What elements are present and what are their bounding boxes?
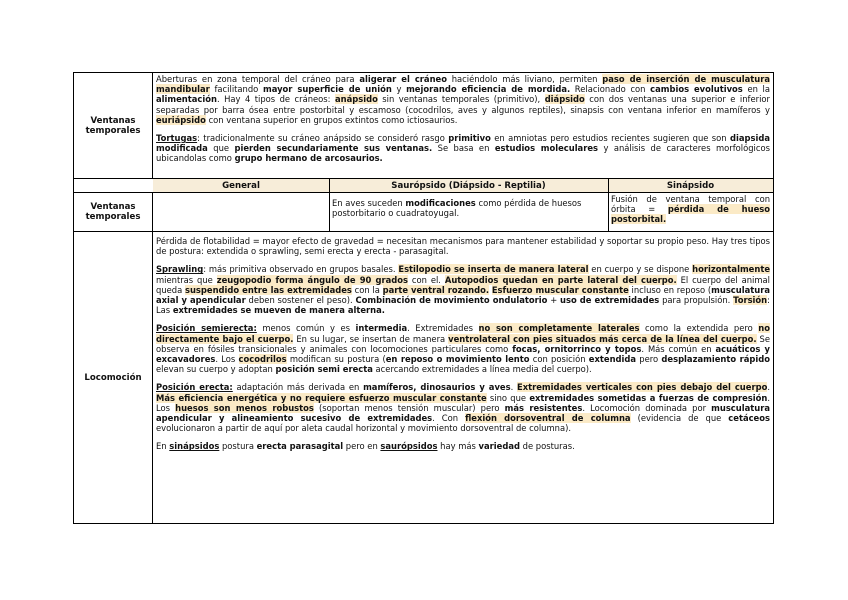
text-run: Tortugas xyxy=(156,133,198,144)
text-run: que xyxy=(207,143,235,154)
text-run: evolucionaron a partir de aquí por aleta caudal horizontal y movimiento dorsoventral de columna). xyxy=(156,423,572,434)
text-run: cetáceos xyxy=(728,413,770,424)
text-run: hay más xyxy=(437,441,479,452)
text-run: parte ventral rozando. xyxy=(382,284,490,295)
text-run: extendida xyxy=(588,354,637,365)
text-run: mamíferos, dinosaurios y aves xyxy=(363,382,511,393)
text-run: En xyxy=(156,441,170,452)
text-run: con posición xyxy=(529,354,589,365)
header-sauropsido-text: Saurópsido (Diápsido - Reptilia) xyxy=(391,181,546,191)
text-run: grupo hermano de arcosaurios. xyxy=(234,153,383,164)
text-run: facilitando xyxy=(209,84,263,95)
text-run: de posturas. xyxy=(519,441,575,452)
cell-general xyxy=(153,193,329,231)
text-run: deben sostener el peso). xyxy=(245,295,356,306)
ventanas-temporales-content xyxy=(153,73,773,179)
text-run: y análisis de caracteres morfológicos ubicandolas como xyxy=(156,143,770,164)
text-run: : más primitiva observado en grupos basales. xyxy=(203,264,399,275)
text-run: mayor superficie de unión xyxy=(262,84,392,95)
row-label-text: Ventanas temporales xyxy=(85,202,141,222)
text-run: Torsión xyxy=(733,295,768,306)
text-run: suspendido entre las extremidades xyxy=(184,284,352,295)
text-run: mientras que xyxy=(156,274,217,285)
cell-sinapsido xyxy=(608,193,773,231)
text-run: diápsido xyxy=(544,94,585,105)
text-run: modifican su postura ( xyxy=(286,354,386,365)
text-run: sin ventanas temporales (primitivo), xyxy=(377,94,545,105)
paragraph-tortugas xyxy=(156,133,770,164)
paragraph-flotabilidad xyxy=(156,236,770,256)
text-run: . xyxy=(767,382,770,393)
text-run: uso de extremidades xyxy=(560,295,660,306)
text-run: ventrolateral con pies situados más cerca de la línea del cuerpo. xyxy=(448,333,757,344)
text-run: Más eficiencia energética y no requiere esfuerzo muscular constante xyxy=(156,392,487,403)
text-run: musculatura axial y apendicular xyxy=(156,284,770,306)
text-run: cambios evolutivos xyxy=(650,84,743,95)
cell-sauropsido-text xyxy=(332,198,581,218)
text-run: desplazamiento rápido xyxy=(661,354,771,365)
row-label-text: Ventanas temporales xyxy=(85,116,141,136)
text-run: Pérdida de flotabilidad = mayor efecto de gravedad = necesitan mecanismos para mantener estabilidad y soportar su propio peso. Hay tres tipos de postura: extendida o sprawling, semi erecta y erecta - parasagital. xyxy=(156,236,770,257)
notes-table xyxy=(73,72,774,524)
header-sauropsido xyxy=(329,179,608,193)
text-run: : Las xyxy=(156,295,770,316)
text-run: modificaciones xyxy=(405,198,476,208)
text-run: extremidades se mueven de manera alterna. xyxy=(172,305,385,316)
text-run: adaptación más derivada en xyxy=(232,382,364,393)
paragraph-conclusion xyxy=(156,441,770,451)
text-run: y xyxy=(391,84,407,95)
text-run: Fusión de ventana temporal con órbita = xyxy=(611,194,770,215)
text-run: posición semi erecta xyxy=(275,364,373,375)
text-run: en la xyxy=(742,84,771,95)
text-run: . Extremidades xyxy=(407,323,479,334)
text-run: más resistentes xyxy=(504,402,583,413)
text-run: con ventana superior en grupos extintos como ictiosaurios. xyxy=(205,114,458,125)
text-run: con dos ventanas una superior e inferior separadas por barra ósea entre postorbital y escamoso (cocodrilos, aves y algunos reptiles), sinapsis con ventana inferior en mamíferos y xyxy=(156,94,770,115)
text-run: . Los xyxy=(156,392,771,413)
text-run: Esfuerzo muscular constante xyxy=(491,284,629,295)
text-run: primitivo xyxy=(448,133,491,144)
text-run: Se observa en fósiles transicionales y animales con locomociones particulares como xyxy=(156,333,770,354)
text-run: . Más común en xyxy=(641,343,716,354)
text-run: Relacionado con xyxy=(570,84,651,95)
text-run: elevan su cuerpo y adoptan xyxy=(156,364,276,375)
text-run: cocodrilos xyxy=(238,354,287,365)
text-run: sino que xyxy=(486,392,530,403)
header-general xyxy=(153,179,329,193)
paragraph-semierecta xyxy=(156,323,770,374)
row-label-ventanas-temporales-2 xyxy=(74,193,153,231)
row-label-locomocion xyxy=(74,232,153,523)
text-run: Combinación de movimiento ondulatorio xyxy=(355,295,548,306)
text-run: variedad xyxy=(478,441,520,452)
row-label-ventanas-temporales xyxy=(74,73,153,179)
text-run: estudios moleculares xyxy=(494,143,599,154)
text-run: . Los xyxy=(215,354,239,365)
text-run: + xyxy=(547,295,561,306)
text-run: Aberturas en zona temporal del cráneo para xyxy=(156,74,360,84)
header-sinapsido-text: Sinápsido xyxy=(666,181,715,191)
text-run: haciéndolo más liviano, permiten xyxy=(446,74,603,84)
text-run: pérdida de hueso postorbital. xyxy=(611,204,771,225)
text-run: En su lugar, se insertan de manera xyxy=(293,333,449,344)
text-run: intermedia xyxy=(355,323,408,334)
text-run: sinápsidos xyxy=(169,441,220,452)
text-run: Sprawling xyxy=(156,264,204,275)
text-run: mejorando eficiencia de mordida. xyxy=(406,84,571,95)
text-run: no directamente bajo el cuerpo. xyxy=(156,323,771,344)
text-run: En aves suceden xyxy=(332,198,406,208)
text-run: como la extendida pero xyxy=(639,323,759,334)
text-run: Extremidades verticales con pies debajo del cuerpo xyxy=(517,382,768,393)
text-run: para propulsión. xyxy=(659,295,734,306)
text-run: aligerar el cráneo xyxy=(359,74,447,84)
text-run: zeugopodio forma ángulo de 90 grados xyxy=(216,274,409,285)
text-run: Posición erecta: xyxy=(156,382,233,393)
paragraph-erecta xyxy=(156,382,770,433)
text-run: extremidades sometidas a fuerzas de compresión xyxy=(529,392,768,403)
text-run: menos común y es xyxy=(256,323,356,334)
text-run: Estilopodio se inserta de manera lateral xyxy=(398,264,589,275)
text-run: acercando extremidades a línea media del cuerpo). xyxy=(372,364,592,375)
text-run: como pérdida de huesos postorbitario o cuadratoyugal. xyxy=(332,198,582,219)
cell-sauropsido xyxy=(329,197,608,231)
row-label-text: Locomoción xyxy=(84,372,142,383)
text-run: Autopodios quedan en parte lateral del cuerpo. xyxy=(444,274,677,285)
text-run: pero xyxy=(636,354,662,365)
text-run: . Locomoción dominada por xyxy=(582,402,712,413)
text-run: saurópsidos xyxy=(380,441,438,452)
cell-sinapsido-text xyxy=(611,194,770,224)
text-run: acuáticos y excavadores xyxy=(156,343,771,365)
text-run: Se basa en xyxy=(432,143,495,154)
text-run: focas, ornitorrinco y topos xyxy=(512,343,642,354)
text-run: musculatura apendicular y alineamiento sucesivo de extremidades xyxy=(156,402,770,424)
text-run: flexión dorsoventral de columna xyxy=(465,413,631,424)
text-run: en reposo o movimiento lento xyxy=(385,354,530,365)
paragraph-aberturas xyxy=(156,74,770,125)
text-run: horizontalmente xyxy=(692,264,771,275)
text-run: (soportan menos tensión muscular) pero xyxy=(313,402,505,413)
text-run: postura xyxy=(219,441,257,452)
text-run: erecta parasagital xyxy=(256,441,344,452)
text-run: (evidencia de que xyxy=(630,413,729,424)
text-run: anápsido xyxy=(334,94,378,105)
text-run: con el. xyxy=(408,274,445,285)
text-run: : tradicionalmente su cráneo anápsido se consideró rasgo xyxy=(197,133,449,144)
text-run: pierden secundariamente sus ventanas. xyxy=(234,143,433,154)
text-run: . xyxy=(510,382,517,393)
text-run: pero en xyxy=(343,441,381,452)
text-run: diapsida modificada xyxy=(156,133,770,154)
header-general-text: General xyxy=(222,181,260,191)
text-run: incluso en reposo ( xyxy=(628,284,712,295)
text-run: alimentación xyxy=(156,94,217,105)
text-run: no son completamente laterales xyxy=(478,323,640,334)
text-run: Posición semierecta: xyxy=(156,323,257,334)
paragraph-sprawling xyxy=(156,264,770,315)
locomocion-content xyxy=(153,235,773,523)
text-run: en cuerpo y se dispone xyxy=(588,264,693,275)
text-run: paso de inserción de musculatura mandibular xyxy=(156,74,770,95)
text-run: con la xyxy=(351,284,383,295)
text-run: El cuerpo del animal queda xyxy=(156,274,770,295)
text-run: euriápsido xyxy=(156,114,206,125)
header-sinapsido xyxy=(608,179,773,193)
text-run: huesos son menos robustos xyxy=(175,402,314,413)
text-run: en amniotas pero estudios recientes sugieren que son xyxy=(490,133,730,144)
text-run: . Hay 4 tipos de cráneos: xyxy=(216,94,335,105)
text-run: . Con xyxy=(432,413,466,424)
